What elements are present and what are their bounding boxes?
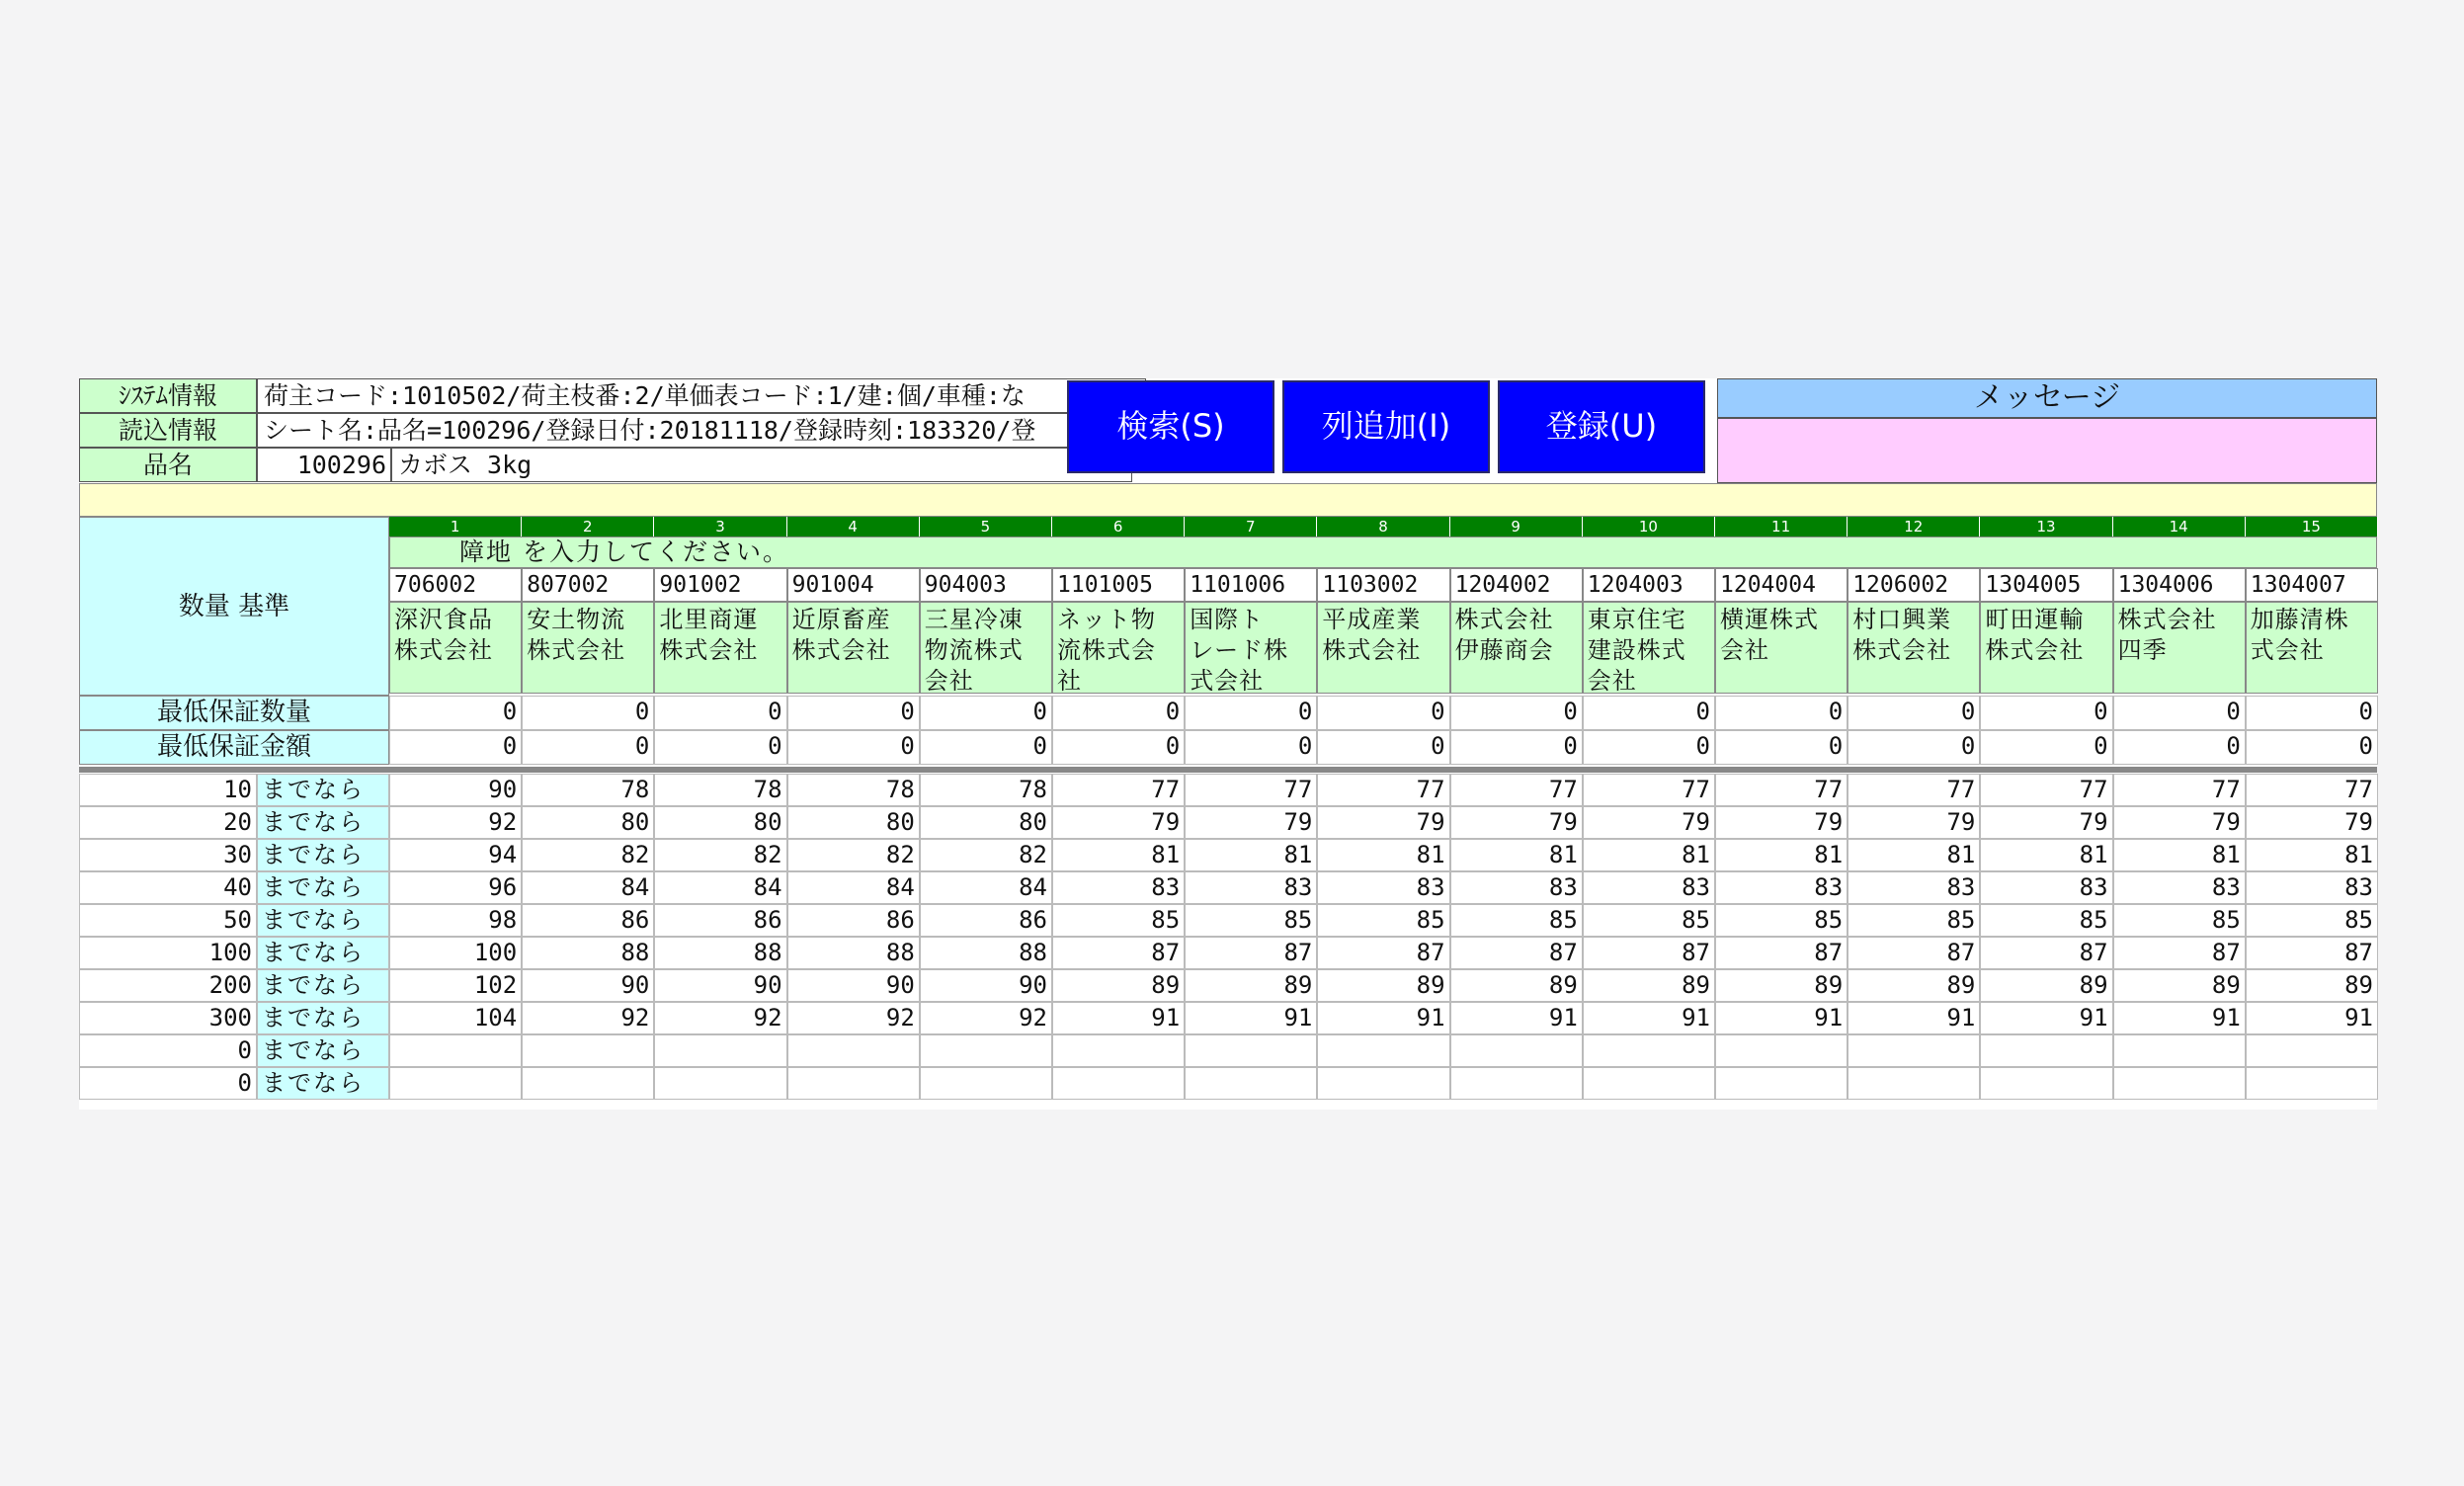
price-cell[interactable]: 90	[654, 969, 786, 1002]
carrier-name	[1980, 602, 2112, 694]
carrier-name	[1317, 602, 1449, 694]
min-qty-cell[interactable]: 0	[1317, 696, 1449, 730]
quantity-cell[interactable]: 0	[79, 1067, 257, 1100]
carrier-name-line1: 町田運輸	[1985, 606, 2085, 633]
min-amount-cell[interactable]: 0	[1052, 730, 1185, 765]
column-number: 12	[1848, 517, 1980, 537]
price-cell[interactable]: 94	[389, 839, 522, 871]
price-cell[interactable]	[2246, 1067, 2378, 1100]
price-cell[interactable]	[1185, 1067, 1317, 1100]
carrier-name-line2: 株式会社	[1985, 636, 2085, 664]
price-cell[interactable]: 89	[2246, 969, 2378, 1002]
price-cell[interactable]: 85	[1583, 904, 1715, 937]
carrier-code[interactable]: 1204003	[1583, 568, 1715, 602]
min-qty-cell[interactable]: 0	[2113, 696, 2246, 730]
quantity-cell[interactable]: 20	[79, 806, 257, 839]
quantity-cell[interactable]: 100	[79, 937, 257, 969]
min-qty-cell[interactable]: 0	[1583, 696, 1715, 730]
price-cell[interactable]	[389, 1067, 522, 1100]
price-cell[interactable]: 87	[1583, 937, 1715, 969]
price-cell[interactable]: 87	[1185, 937, 1317, 969]
price-cell[interactable]: 91	[2113, 1002, 2246, 1034]
price-cell[interactable]: 88	[920, 937, 1052, 969]
carrier-code[interactable]: 1204002	[1450, 568, 1583, 602]
search-button[interactable]: 検索(S)	[1067, 380, 1274, 473]
min-amount-cell[interactable]: 0	[389, 730, 522, 765]
carrier-name	[389, 602, 522, 694]
min-qty-cell[interactable]: 0	[522, 696, 654, 730]
carrier-code[interactable]: 706002	[389, 568, 522, 602]
price-cell[interactable]: 79	[1185, 806, 1317, 839]
price-cell[interactable]: 80	[787, 806, 920, 839]
column-number: 5	[920, 517, 1052, 537]
carrier-name-line2: 四季	[2117, 636, 2168, 664]
price-cell[interactable]: 91	[1848, 1002, 1980, 1034]
carrier-code[interactable]: 1304005	[1980, 568, 2112, 602]
price-cell[interactable]	[654, 1067, 786, 1100]
item-code-field[interactable]: 100296	[257, 448, 391, 482]
min-qty-cell[interactable]: 0	[1980, 696, 2112, 730]
price-cell[interactable]: 87	[2113, 937, 2246, 969]
price-cell[interactable]: 89	[1450, 969, 1583, 1002]
spreadsheet-form	[79, 378, 2377, 1110]
carrier-name-line1: 株式会社	[2117, 606, 2217, 633]
min-qty-cell[interactable]: 0	[1848, 696, 1980, 730]
price-cell[interactable]: 78	[522, 774, 654, 806]
register-button[interactable]: 登録(U)	[1498, 380, 1705, 473]
price-cell[interactable]: 87	[1715, 937, 1848, 969]
price-cell[interactable]: 90	[787, 969, 920, 1002]
carrier-name-line2: レード株	[1190, 636, 1289, 664]
price-cell[interactable]: 81	[1450, 839, 1583, 871]
price-cell[interactable]: 81	[2246, 839, 2378, 871]
price-cell[interactable]: 91	[2246, 1002, 2378, 1034]
quantity-cell[interactable]: 30	[79, 839, 257, 871]
carrier-name	[1848, 602, 1980, 694]
carrier-name-line2: 伊藤商会	[1454, 636, 1554, 664]
column-number: 9	[1450, 517, 1583, 537]
price-cell[interactable]: 85	[2113, 904, 2246, 937]
carrier-code[interactable]: 1304007	[2246, 568, 2378, 602]
price-cell[interactable]: 104	[389, 1002, 522, 1034]
price-cell[interactable]: 77	[1450, 774, 1583, 806]
carrier-name-line3: 式会社	[1190, 667, 1265, 694]
carrier-name-line1: 加藤清株	[2250, 606, 2349, 633]
read-info-label: 読込情報	[79, 413, 257, 448]
price-cell[interactable]: 87	[1980, 937, 2112, 969]
price-cell[interactable]: 89	[2113, 969, 2246, 1002]
price-cell[interactable]: 86	[654, 904, 786, 937]
price-cell[interactable]: 91	[1317, 1002, 1449, 1034]
price-cell[interactable]: 77	[1715, 774, 1848, 806]
price-cell[interactable]: 79	[1317, 806, 1449, 839]
add-column-button[interactable]: 列追加(I)	[1282, 380, 1490, 473]
message-area	[1717, 418, 2377, 483]
price-cell[interactable]: 80	[920, 806, 1052, 839]
price-cell[interactable]: 81	[1317, 839, 1449, 871]
made-nara-label: までなら	[257, 774, 389, 806]
carrier-name	[1185, 602, 1317, 694]
price-cell[interactable]: 83	[1980, 871, 2112, 904]
input-prompt: 障地 を入力してください。	[389, 537, 2377, 568]
min-amount-label: 最低保証金額	[79, 730, 389, 765]
min-amount-cell[interactable]: 0	[2246, 730, 2378, 765]
made-nara-label: までなら	[257, 1034, 389, 1067]
price-cell[interactable]: 81	[2113, 839, 2246, 871]
carrier-name-line1: 安土物流	[527, 606, 626, 633]
made-nara-label: までなら	[257, 969, 389, 1002]
carrier-name-line2: 株式会社	[527, 636, 626, 664]
item-name-field[interactable]: カボス 3kg	[391, 448, 1132, 482]
min-qty-label: 最低保証数量	[79, 696, 389, 730]
price-cell[interactable]: 80	[522, 806, 654, 839]
carrier-name-line2: 物流株式	[924, 636, 1024, 664]
price-cell[interactable]: 81	[1185, 839, 1317, 871]
quantity-cell[interactable]: 0	[79, 1034, 257, 1067]
price-cell[interactable]: 92	[389, 806, 522, 839]
price-cell[interactable]: 91	[1980, 1002, 2112, 1034]
quantity-cell[interactable]: 50	[79, 904, 257, 937]
min-qty-cell[interactable]: 0	[2246, 696, 2378, 730]
made-nara-label: までなら	[257, 839, 389, 871]
price-cell[interactable]	[1583, 1034, 1715, 1067]
column-number: 15	[2246, 517, 2378, 537]
column-number: 3	[654, 517, 786, 537]
made-nara-label: までなら	[257, 806, 389, 839]
price-cell[interactable]: 92	[920, 1002, 1052, 1034]
price-cell[interactable]: 89	[1715, 969, 1848, 1002]
price-cell[interactable]	[2113, 1067, 2246, 1100]
system-info-label: ｼｽﾃﾑ情報	[79, 378, 257, 413]
price-cell[interactable]: 82	[920, 839, 1052, 871]
price-cell[interactable]: 89	[1980, 969, 2112, 1002]
price-cell[interactable]: 77	[1317, 774, 1449, 806]
min-qty-cell[interactable]: 0	[1185, 696, 1317, 730]
price-cell[interactable]: 85	[1185, 904, 1317, 937]
carrier-name	[1450, 602, 1583, 694]
column-number: 11	[1715, 517, 1848, 537]
carrier-name-line1: 近原畜産	[791, 606, 891, 633]
price-cell[interactable]: 87	[1317, 937, 1449, 969]
quantity-cell[interactable]: 200	[79, 969, 257, 1002]
price-cell[interactable]: 79	[1980, 806, 2112, 839]
carrier-name-line2: 株式会社	[1852, 636, 1952, 664]
min-qty-cell[interactable]: 0	[389, 696, 522, 730]
min-qty-cell[interactable]: 0	[787, 696, 920, 730]
price-cell[interactable]: 89	[1583, 969, 1715, 1002]
quantity-base-label: 数量 基準	[79, 517, 389, 696]
read-info-value[interactable]: シート名:品名=100296/登録日付:20181118/登録時刻:183320/登	[257, 413, 1146, 448]
price-cell[interactable]: 91	[1583, 1002, 1715, 1034]
min-amount-cell[interactable]: 0	[522, 730, 654, 765]
price-cell[interactable]	[1848, 1067, 1980, 1100]
price-cell[interactable]	[1450, 1067, 1583, 1100]
carrier-name-line1: 深沢食品	[394, 606, 493, 633]
price-cell[interactable]: 91	[1185, 1002, 1317, 1034]
price-cell[interactable]: 81	[1583, 839, 1715, 871]
made-nara-label: までなら	[257, 904, 389, 937]
column-number: 1	[389, 517, 522, 537]
min-amount-cell[interactable]: 0	[787, 730, 920, 765]
price-cell[interactable]: 87	[1450, 937, 1583, 969]
column-number: 14	[2113, 517, 2246, 537]
price-cell[interactable]: 82	[654, 839, 786, 871]
carrier-name	[1715, 602, 1848, 694]
carrier-code[interactable]: 1101006	[1185, 568, 1317, 602]
system-info-value[interactable]: 荷主コード:1010502/荷主枝番:2/単価表コード:1/建:個/車種:な	[257, 378, 1146, 413]
carrier-code[interactable]: 901004	[787, 568, 920, 602]
price-cell[interactable]: 83	[1848, 871, 1980, 904]
min-amount-cell[interactable]: 0	[1450, 730, 1583, 765]
price-cell[interactable]: 81	[1052, 839, 1185, 871]
price-cell[interactable]	[389, 1034, 522, 1067]
carrier-name-line1: 村口興業	[1852, 606, 1952, 633]
quantity-cell[interactable]: 10	[79, 774, 257, 806]
price-cell[interactable]: 81	[1715, 839, 1848, 871]
carrier-name	[2113, 602, 2246, 694]
price-cell[interactable]	[1317, 1067, 1449, 1100]
carrier-name-line2: 株式会社	[1322, 636, 1422, 664]
column-number: 7	[1185, 517, 1317, 537]
price-cell[interactable]: 78	[654, 774, 786, 806]
price-cell[interactable]: 82	[522, 839, 654, 871]
carrier-name-line1: 平成産業	[1322, 606, 1422, 633]
price-cell[interactable]: 85	[1450, 904, 1583, 937]
price-cell[interactable]: 86	[920, 904, 1052, 937]
price-cell[interactable]: 91	[1715, 1002, 1848, 1034]
price-cell[interactable]: 77	[1583, 774, 1715, 806]
carrier-name-line1: 横運株式	[1720, 606, 1819, 633]
price-cell[interactable]: 92	[522, 1002, 654, 1034]
price-cell[interactable]: 84	[920, 871, 1052, 904]
price-cell[interactable]: 79	[1450, 806, 1583, 839]
price-cell[interactable]: 83	[1715, 871, 1848, 904]
price-cell[interactable]: 83	[1450, 871, 1583, 904]
price-cell[interactable]: 81	[1980, 839, 2112, 871]
carrier-name-line2: 流株式会	[1057, 636, 1156, 664]
price-cell[interactable]	[1052, 1034, 1185, 1067]
carrier-name	[1052, 602, 1185, 694]
price-cell[interactable]: 77	[1980, 774, 2112, 806]
min-amount-cell[interactable]: 0	[920, 730, 1052, 765]
min-amount-cell[interactable]: 0	[1185, 730, 1317, 765]
price-cell[interactable]: 83	[1052, 871, 1185, 904]
price-cell[interactable]	[1980, 1034, 2112, 1067]
carrier-name-line2: 株式会社	[659, 636, 759, 664]
min-amount-cell[interactable]: 0	[2113, 730, 2246, 765]
price-cell[interactable]: 77	[1848, 774, 1980, 806]
quantity-cell[interactable]: 300	[79, 1002, 257, 1034]
carrier-name-line1: ネット物	[1057, 606, 1156, 633]
price-cell[interactable]: 79	[1052, 806, 1185, 839]
price-cell[interactable]	[1980, 1067, 2112, 1100]
made-nara-label: までなら	[257, 1067, 389, 1100]
carrier-name-line1: 国際ト	[1190, 606, 1265, 633]
price-cell[interactable]: 85	[1317, 904, 1449, 937]
column-number: 4	[787, 517, 920, 537]
price-cell[interactable]: 85	[1715, 904, 1848, 937]
section-divider	[79, 767, 2377, 773]
price-cell[interactable]	[1583, 1067, 1715, 1100]
price-cell[interactable]	[522, 1067, 654, 1100]
quantity-cell[interactable]: 40	[79, 871, 257, 904]
carrier-name-line2: 会社	[1720, 636, 1769, 664]
item-name-label: 品名	[79, 448, 257, 482]
price-cell[interactable]	[1715, 1067, 1848, 1100]
column-number: 2	[522, 517, 654, 537]
price-cell[interactable]: 87	[2246, 937, 2378, 969]
price-cell[interactable]: 81	[1848, 839, 1980, 871]
carrier-code[interactable]: 1204004	[1715, 568, 1848, 602]
price-cell[interactable]: 89	[1317, 969, 1449, 1002]
price-cell[interactable]: 77	[1052, 774, 1185, 806]
min-qty-cell[interactable]: 0	[654, 696, 786, 730]
min-qty-cell[interactable]: 0	[1715, 696, 1848, 730]
carrier-name-line2: 式会社	[2250, 636, 2325, 664]
price-cell[interactable]: 83	[2246, 871, 2378, 904]
min-amount-cell[interactable]: 0	[1583, 730, 1715, 765]
carrier-code[interactable]: 901002	[654, 568, 786, 602]
carrier-name-line1: 東京住宅	[1587, 606, 1686, 633]
price-cell[interactable]: 85	[2246, 904, 2378, 937]
made-nara-label: までなら	[257, 1002, 389, 1034]
price-cell[interactable]: 83	[1317, 871, 1449, 904]
min-amount-cell[interactable]: 0	[1317, 730, 1449, 765]
price-cell[interactable]: 89	[1848, 969, 1980, 1002]
price-cell[interactable]	[1185, 1034, 1317, 1067]
price-cell[interactable]: 88	[787, 937, 920, 969]
price-cell[interactable]: 87	[1848, 937, 1980, 969]
carrier-name-line3: 社	[1057, 667, 1082, 694]
price-cell[interactable]	[1715, 1034, 1848, 1067]
price-cell[interactable]: 80	[654, 806, 786, 839]
message-title: メッセージ	[1717, 378, 2377, 418]
price-cell[interactable]: 79	[1848, 806, 1980, 839]
price-cell[interactable]: 88	[522, 937, 654, 969]
carrier-name-line2: 株式会社	[791, 636, 891, 664]
price-cell[interactable]: 90	[522, 969, 654, 1002]
price-cell[interactable]: 85	[1980, 904, 2112, 937]
carrier-name-line3: 会社	[1587, 667, 1637, 694]
price-cell[interactable]: 91	[1450, 1002, 1583, 1034]
made-nara-label: までなら	[257, 871, 389, 904]
price-cell[interactable]	[1848, 1034, 1980, 1067]
price-cell[interactable]: 92	[787, 1002, 920, 1034]
carrier-name-line1: 北里商運	[659, 606, 759, 633]
carrier-name-line1: 三星冷凍	[924, 606, 1024, 633]
carrier-name	[654, 602, 786, 694]
carrier-code[interactable]: 1304006	[2113, 568, 2246, 602]
price-cell[interactable]: 77	[1185, 774, 1317, 806]
price-cell[interactable]: 78	[787, 774, 920, 806]
price-cell[interactable]	[1052, 1067, 1185, 1100]
carrier-code[interactable]: 1103002	[1317, 568, 1449, 602]
price-cell[interactable]: 83	[2113, 871, 2246, 904]
price-cell[interactable]: 90	[920, 969, 1052, 1002]
min-qty-cell[interactable]: 0	[1052, 696, 1185, 730]
price-cell[interactable]	[920, 1034, 1052, 1067]
price-cell[interactable]: 88	[654, 937, 786, 969]
price-cell[interactable]	[654, 1034, 786, 1067]
carrier-name-line3: 会社	[924, 667, 974, 694]
price-cell[interactable]: 91	[1052, 1002, 1185, 1034]
price-cell[interactable]: 96	[389, 871, 522, 904]
carrier-name	[920, 602, 1052, 694]
carrier-code[interactable]: 1101005	[1052, 568, 1185, 602]
column-number: 13	[1980, 517, 2112, 537]
carrier-code[interactable]: 904003	[920, 568, 1052, 602]
min-amount-cell[interactable]: 0	[1715, 730, 1848, 765]
min-amount-cell[interactable]: 0	[1848, 730, 1980, 765]
carrier-code[interactable]: 807002	[522, 568, 654, 602]
header-band	[79, 483, 2377, 517]
price-cell[interactable]: 85	[1848, 904, 1980, 937]
price-cell[interactable]	[787, 1067, 920, 1100]
carrier-name-line2: 建設株式	[1587, 636, 1686, 664]
price-cell[interactable]: 89	[1185, 969, 1317, 1002]
min-qty-cell[interactable]: 0	[920, 696, 1052, 730]
price-cell[interactable]: 102	[389, 969, 522, 1002]
min-qty-cell[interactable]: 0	[1450, 696, 1583, 730]
column-number: 8	[1317, 517, 1449, 537]
price-cell[interactable]: 79	[1715, 806, 1848, 839]
carrier-name	[787, 602, 920, 694]
price-cell[interactable]: 98	[389, 904, 522, 937]
column-number: 10	[1583, 517, 1715, 537]
carrier-code[interactable]: 1206002	[1848, 568, 1980, 602]
price-cell[interactable]: 78	[920, 774, 1052, 806]
min-amount-cell[interactable]: 0	[1980, 730, 2112, 765]
price-cell[interactable]: 85	[1052, 904, 1185, 937]
price-cell[interactable]: 82	[787, 839, 920, 871]
price-cell[interactable]	[1450, 1034, 1583, 1067]
price-cell[interactable]	[787, 1034, 920, 1067]
price-cell[interactable]	[1317, 1034, 1449, 1067]
carrier-name	[2246, 602, 2378, 694]
price-cell[interactable]: 86	[522, 904, 654, 937]
price-cell[interactable]: 89	[1052, 969, 1185, 1002]
price-cell[interactable]	[2246, 1034, 2378, 1067]
price-cell[interactable]: 79	[2113, 806, 2246, 839]
price-cell[interactable]: 86	[787, 904, 920, 937]
price-cell[interactable]: 79	[1583, 806, 1715, 839]
price-cell[interactable]	[2113, 1034, 2246, 1067]
column-number: 6	[1052, 517, 1185, 537]
min-amount-cell[interactable]: 0	[654, 730, 786, 765]
price-cell[interactable]: 83	[1583, 871, 1715, 904]
carrier-name-line1: 株式会社	[1454, 606, 1554, 633]
price-cell[interactable]	[522, 1034, 654, 1067]
price-cell[interactable]: 77	[2246, 774, 2378, 806]
made-nara-label: までなら	[257, 937, 389, 969]
price-cell[interactable]	[920, 1067, 1052, 1100]
price-cell[interactable]: 84	[522, 871, 654, 904]
price-cell[interactable]: 90	[389, 774, 522, 806]
carrier-name	[1583, 602, 1715, 694]
price-cell[interactable]: 79	[2246, 806, 2378, 839]
price-cell[interactable]: 84	[654, 871, 786, 904]
price-cell[interactable]: 83	[1185, 871, 1317, 904]
carrier-name-line2: 株式会社	[394, 636, 493, 664]
carrier-name	[522, 602, 654, 694]
price-cell[interactable]: 92	[654, 1002, 786, 1034]
price-cell[interactable]: 84	[787, 871, 920, 904]
price-cell[interactable]: 100	[389, 937, 522, 969]
price-cell[interactable]: 77	[2113, 774, 2246, 806]
price-cell[interactable]: 87	[1052, 937, 1185, 969]
